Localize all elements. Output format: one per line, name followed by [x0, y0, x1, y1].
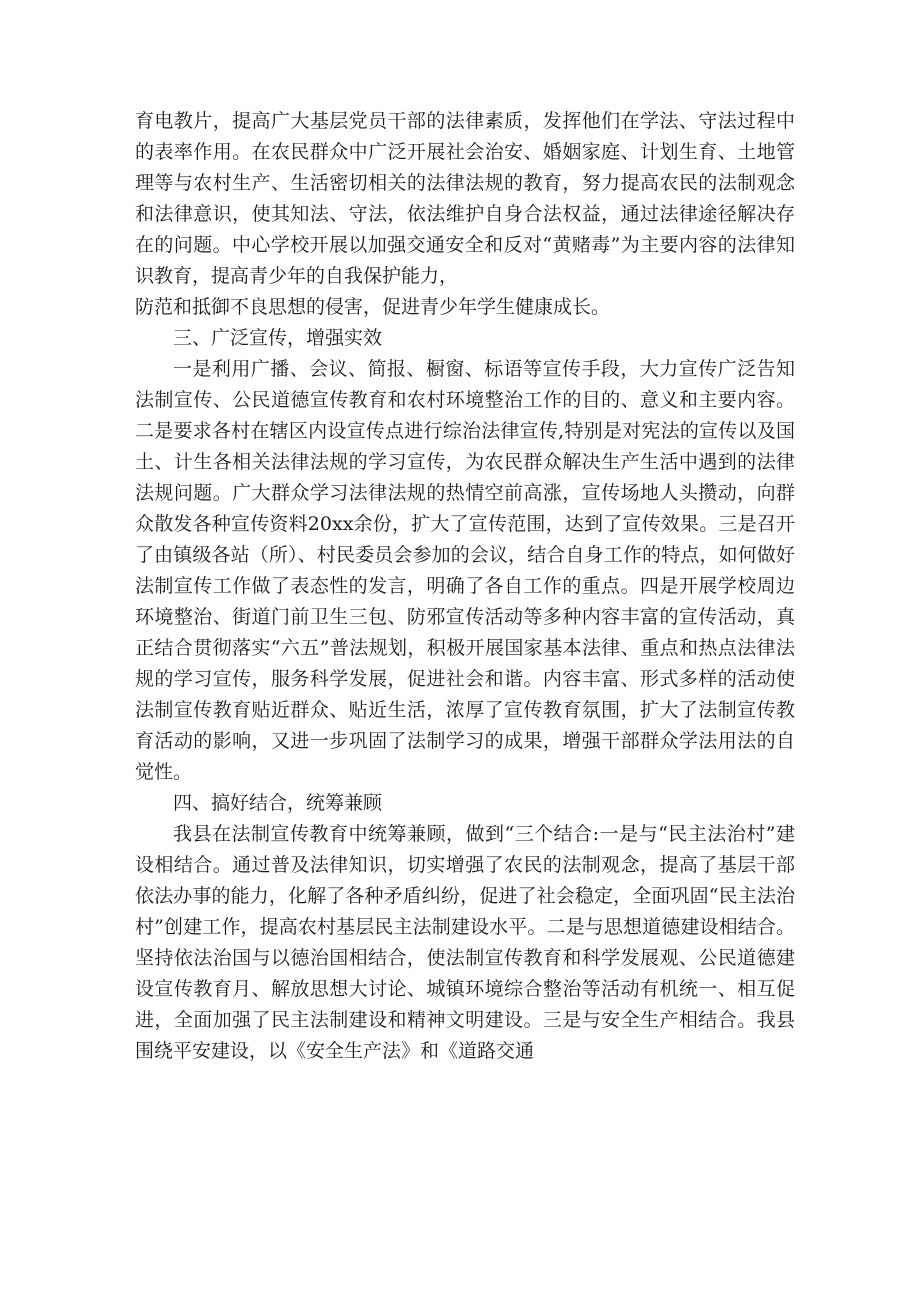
- document-body: [135, 106, 795, 1067]
- paragraph-2: 防范和抵御不良思想的侵害，促进青少年学生健康成长。: [135, 296, 611, 318]
- paragraph-1: 育电教片，提高广大基层党员干部的法律素质，发挥他们在学法、守法过程中的表率作用。在农民群众中广泛开展社会治安、婚姻家庭、计划生育、土地管理等与农村生产、生活密切相关的法律法规的教育，努力提高农民的法制观念和法律意识，使其知法、守法，依法维护自身合法权益，通过法律途径解决存在的问题。中心学校开展以加强交通安全和反对“黄赌毒”为主要内容的法律知识教育，提高青少年的自我保护能力，: [135, 110, 795, 287]
- paragraph-section-3: 一是利用广播、会议、简报、橱窗、标语等宣传手段，大力宣传广泛告知法制宣传、公民道德宣传教育和农村环境整治工作的目的、意义和主要内容。二是要求各村在辖区内设宣传点进行综治法律宣传,特别是对宪法的宣传以及国土、计生各相关法律法规的学习宣传，为农民群众解决生产生活中遇到的法律法规问题。广大群众学习法律法规的热情空前高涨，宣传场地人头攒动，向群众散发各种宣传资料20xx余份，扩大了宣传范围，达到了宣传效果。三是召开了由镇级各站（所）、村民委员会参加的会议，结合自身工作的特点，如何做好法制宣传工作做了表态性的发言，明确了各自工作的重点。四是开展学校周边环境整治、街道门前卫生三包、防邪宣传活动等多种内容丰富的宣传活动，真正结合贯彻落实“六五”普法规划，积极开展国家基本法律、重点和热点法律法规的学习宣传，服务科学发展，促进社会和谐。内容丰富、形式多样的活动使法制宣传教育贴近群众、贴近生活，浓厚了宣传教育氛围，扩大了法制宣传教育活动的影响，又进一步巩固了法制学习的成果，增强干部群众学法用法的自觉性。: [135, 358, 795, 783]
- section-heading-3: 三、广泛宣传，增强实效: [173, 327, 383, 349]
- section-heading-4: 四、搞好结合，统筹兼顾: [173, 792, 383, 814]
- paragraph-section-4: 我县在法制宣传教育中统筹兼顾，做到“三个结合:一是与“民主法治村”建设相结合。通过普及法律知识，切实增强了农民的法制观念，提高了基层干部依法办事的能力，化解了各种矛盾纠纷，促进了社会稳定，全面巩固“民主法治村”创建工作，提高农村基层民主法制建设水平。二是与思想道德建设相结合。坚持依法治国与以德治国相结合，使法制宣传教育和科学发展观、公民道德建设宣传教育月、解放思想大讨论、城镇环境综合整治等活动有机统一、相互促进，全面加强了民主法制建设和精神文明建设。三是与安全生产相结合。我县围绕平安建设，以《安全生产法》和《道路交通: [135, 823, 795, 1062]
